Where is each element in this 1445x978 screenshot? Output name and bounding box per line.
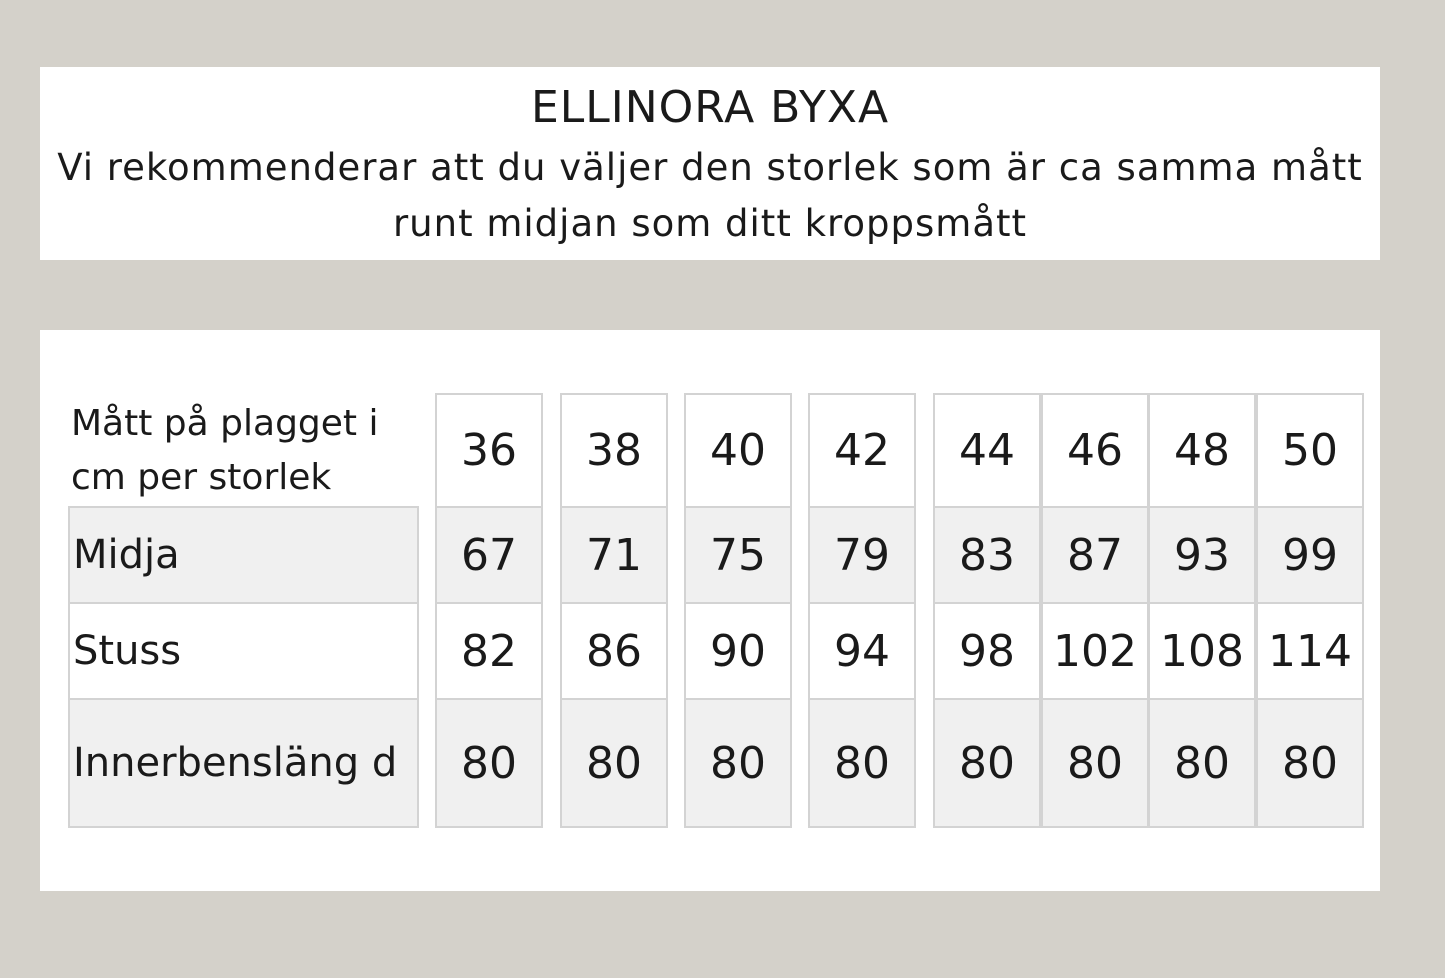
- table-cell: 87: [1041, 506, 1149, 604]
- table-cell: 80: [560, 698, 668, 828]
- table-cell: 80: [933, 698, 1041, 828]
- page-title: ELLINORA BYXA: [530, 82, 890, 133]
- size-header-cell: 50: [1256, 393, 1364, 508]
- table-cell: 98: [933, 602, 1041, 700]
- header-panel: [40, 67, 1380, 260]
- table-cell: 79: [808, 506, 916, 604]
- row-label: Midja: [68, 506, 419, 604]
- table-cell: 102: [1041, 602, 1149, 700]
- table-cell: 80: [1256, 698, 1364, 828]
- table-cell: 86: [560, 602, 668, 700]
- table-cell: 71: [560, 506, 668, 604]
- table-cell: 80: [435, 698, 543, 828]
- size-header-cell: 36: [435, 393, 543, 508]
- size-header-cell: 42: [808, 393, 916, 508]
- table-cell: 80: [1041, 698, 1149, 828]
- table-cell: 67: [435, 506, 543, 604]
- row-label: Stuss: [68, 602, 419, 700]
- table-cell: 99: [1256, 506, 1364, 604]
- size-table-panel: [40, 330, 1380, 891]
- table-cell: 114: [1256, 602, 1364, 700]
- table-corner-label: Mått på plagget i cm per storlek: [71, 402, 379, 498]
- size-header-cell: 48: [1148, 393, 1256, 508]
- size-header-cell: 44: [933, 393, 1041, 508]
- table-cell: 93: [1148, 506, 1256, 604]
- size-header-cell: 40: [684, 393, 792, 508]
- table-cell: 80: [1148, 698, 1256, 828]
- table-cell: 90: [684, 602, 792, 700]
- page-subtitle: Vi rekommenderar att du väljer den storlek som är ca samma mått runt midjan som ditt kroppsmått: [57, 146, 1363, 245]
- size-header-cell: 46: [1041, 393, 1149, 508]
- table-cell: 80: [684, 698, 792, 828]
- table-cell: 75: [684, 506, 792, 604]
- table-cell: 108: [1148, 602, 1256, 700]
- table-cell: 94: [808, 602, 916, 700]
- size-header-cell: 38: [560, 393, 668, 508]
- table-cell: 80: [808, 698, 916, 828]
- row-label: Innerbensläng d: [68, 698, 419, 828]
- table-cell: 82: [435, 602, 543, 700]
- table-cell: 83: [933, 506, 1041, 604]
